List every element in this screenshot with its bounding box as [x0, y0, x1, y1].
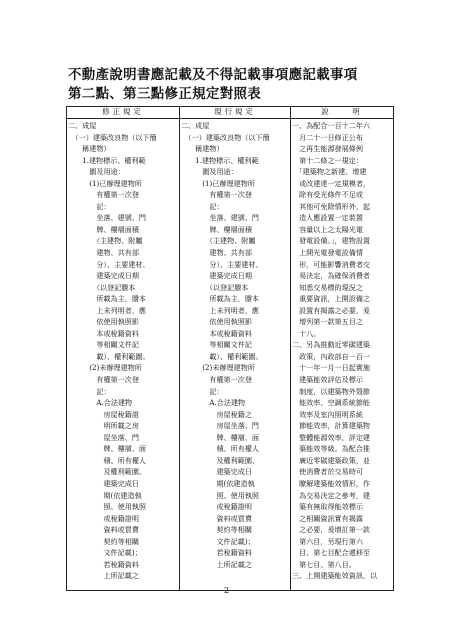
text-line: (1)已辦理建物所 — [181, 178, 255, 188]
text-line: 積、所有權人 — [181, 444, 260, 454]
text-line: 上所記載之 — [181, 559, 252, 569]
page-number: 2 — [223, 586, 230, 595]
text-line: 瞭解建築能效情形，作 — [292, 478, 371, 488]
text-line: 月二十一日修正公布 — [292, 132, 363, 142]
text-line: （一）建築改良物（以下簡 — [68, 132, 157, 142]
text-line: 期(依建造執 — [181, 478, 255, 488]
text-line: 二、成屋 — [68, 121, 97, 130]
text-line: 圍及用途： — [181, 167, 238, 177]
text-line: 造人應設置一定裝置 — [292, 213, 363, 223]
text-line: 效率及室內照明系統 — [292, 409, 363, 419]
text-line: 二、另為推動近零碳建築 — [292, 340, 371, 350]
text-line: 記： — [68, 201, 111, 211]
text-line: 有權第一次登 — [181, 190, 252, 200]
text-line: 建物、共有部 — [68, 248, 139, 258]
text-line: 設置有揭露之必要，爰 — [292, 305, 371, 315]
text-line: 之相關資訊實有揭露 — [292, 513, 363, 523]
text-line: A.合法建物 — [181, 398, 246, 408]
text-line: 易決定，為確保消費者 — [292, 271, 371, 281]
text-line: 所載為主，謄本 — [181, 294, 260, 304]
text-line: 稱建物） — [68, 144, 111, 154]
text-line: 建築完成日 — [68, 478, 139, 488]
text-line: 牌、樓層面積 — [181, 224, 252, 234]
document-title-line-1: 不動產說明書應記載及不得記載事項應記載事項 — [68, 67, 358, 83]
text-line: 本或稅籍資料 — [68, 328, 139, 338]
text-line: 其他可免除情形外，起 — [292, 201, 371, 211]
text-line: 三、上開建築能效資訊，以 — [292, 571, 378, 581]
text-line: 稱建物） — [181, 144, 224, 154]
header-explanation: 說 明 — [291, 107, 394, 119]
text-line: 目、第七目配合遞移至 — [292, 548, 371, 558]
text-line: 重要資訊，上開設備之 — [292, 294, 371, 304]
table-header-row — [67, 107, 394, 119]
text-line: 依使用執照影 — [68, 317, 139, 327]
text-line: 除有受光條件不足或 — [292, 190, 363, 200]
text-line: 上開光電發電設備情 — [292, 248, 363, 258]
text-line: 契約等相關 — [181, 525, 252, 535]
text-line: 知悉交易標的現況之 — [292, 282, 363, 292]
text-line: 或稅籍證明 — [181, 502, 252, 512]
text-line: 十一年一月一日起實施 — [292, 363, 371, 373]
text-line: 建築完成日期 — [68, 271, 139, 281]
text-line: 載）、權利範圍。 — [68, 351, 150, 361]
text-line: 增列第一款第五目之 — [292, 317, 363, 327]
text-line: (2)未辦理建物所 — [68, 363, 142, 373]
text-line: 形，可能影響消費者交 — [292, 259, 371, 269]
text-line: 之再生能源發展條例 — [292, 144, 363, 154]
text-line: 牌、樓層、面 — [181, 432, 260, 442]
text-line: 及權利範圍、 — [68, 467, 147, 477]
text-line: 文件記載)； — [68, 548, 142, 558]
text-line: （以登記謄本 — [181, 282, 249, 292]
text-line: 有權第一次登 — [68, 375, 139, 385]
text-line: 圍及用途： — [68, 167, 125, 177]
text-line: 照、使用執照 — [68, 502, 147, 512]
text-line: 建物、共有部 — [181, 248, 252, 258]
text-line: 屋坐落、門 — [68, 432, 139, 442]
text-line: 載）、權利範圍。 — [181, 351, 263, 361]
text-line: 記： — [68, 386, 111, 396]
text-line: 一、為配合一百十二年六 — [292, 121, 371, 130]
text-line: 建築能效評估及標示 — [292, 375, 363, 385]
text-line: 或稅籍證明 — [68, 513, 139, 523]
text-line: 資料或買賣 — [68, 525, 139, 535]
text-line: 積、所有權人 — [68, 455, 147, 465]
text-line: 十八。 — [292, 328, 321, 338]
text-line: 分）、主要建材、 — [181, 259, 263, 269]
text-line: 發電設備。」，建物設置 — [292, 236, 371, 246]
text-line: (2)未辦理建物所 — [181, 363, 255, 373]
text-line: 房屋稅籍之 — [181, 409, 252, 419]
text-line: 「建築物之新建、增建 — [292, 167, 367, 177]
text-line: 所載為主，謄本 — [68, 294, 147, 304]
text-line: 上未列明者，應 — [68, 305, 147, 315]
text-line: 1.建物標示、權利範 — [68, 155, 146, 165]
text-line: （一）建築改良物（以下簡 — [181, 132, 270, 142]
text-line: 建築完成日 — [181, 467, 252, 477]
amended-provision-cell — [67, 119, 180, 591]
text-line: 整體能源效率，評定建 — [292, 432, 371, 442]
text-line: 資料或買賣 — [181, 513, 252, 523]
table-row — [67, 119, 394, 591]
text-line: 照、使用執照 — [181, 490, 260, 500]
document-title-line-2: 第二點、第三點修正規定對照表 — [68, 86, 262, 102]
text-line: 契約等相關 — [68, 536, 139, 546]
text-line: 坐落、建號、門 — [68, 213, 147, 223]
text-line: 牌、樓層面積 — [68, 224, 139, 234]
text-line: 房屋坐落、門 — [181, 421, 260, 431]
text-line: 上未列明者，應 — [181, 305, 260, 315]
text-line: 及權利範圍、 — [181, 455, 260, 465]
text-line: 上所記載之 — [68, 571, 139, 581]
text-line: 坐落、建號、門 — [181, 213, 260, 223]
text-line: 依使用執照影 — [181, 317, 252, 327]
text-line: 二、成屋 — [181, 121, 210, 130]
current-provision-cell — [180, 119, 291, 591]
comparison-table — [66, 106, 394, 591]
explanation-cell — [291, 119, 394, 591]
text-line: 能效率、空調系統節能 — [292, 398, 371, 408]
text-line: 容量以上之太陽光電 — [292, 224, 363, 234]
text-line: 節能效率，計算建築物 — [292, 421, 371, 431]
text-line: 若稅籍資料 — [181, 548, 252, 558]
text-line: 第六目，另現行第六 — [292, 536, 363, 546]
text-line: 本或稅籍資料 — [181, 328, 252, 338]
text-line: 房屋稅籍證 — [68, 409, 139, 419]
text-line: （主建物、附屬 — [181, 236, 256, 246]
text-line: 明所載之房 — [68, 421, 139, 431]
text-line: 牌、樓層、面 — [68, 444, 147, 454]
text-line: 有權第一次登 — [181, 375, 252, 385]
text-line: 第十二條之一規定： — [292, 155, 363, 165]
header-amended: 修正規定 — [67, 107, 180, 119]
text-line: 等相關文件記 — [181, 340, 252, 350]
text-line: 文件記載)； — [181, 536, 255, 546]
text-line: 1.建物標示、權利範 — [181, 155, 259, 165]
text-line: 為交易決定之參考，建 — [292, 490, 371, 500]
text-line: （主建物、附屬 — [68, 236, 143, 246]
text-line: 廣近零碳建築政策，並 — [292, 455, 371, 465]
text-line: 期(依建造執 — [68, 490, 142, 500]
text-line: 若稅籍資料 — [68, 559, 139, 569]
text-line: 制度，以建築物外殼節 — [292, 386, 371, 396]
text-line: 使消費者於交易時可 — [292, 467, 363, 477]
text-line: 分）、主要建材、 — [68, 259, 150, 269]
text-line: (1)已辦理建物所 — [68, 178, 142, 188]
text-line: 築能效等級。為配合推 — [292, 444, 371, 454]
text-line: 記： — [181, 386, 224, 396]
text-line: 政策，內政部自一百一 — [292, 351, 371, 361]
text-line: 築有無取得能效標示 — [292, 502, 363, 512]
text-line: 建築完成日期 — [181, 271, 252, 281]
text-line: 或改建達一定規模者， — [292, 178, 371, 188]
text-line: 第七目、第八目。 — [292, 559, 356, 569]
text-line: A.合法建物 — [68, 398, 133, 408]
text-line: （以登記謄本 — [68, 282, 136, 292]
text-line: 等相關文件記 — [68, 340, 139, 350]
header-current: 現行規定 — [180, 107, 291, 119]
text-line: 有權第一次登 — [68, 190, 139, 200]
text-line: 之必要，爰增訂第一款 — [292, 525, 371, 535]
text-line: 記： — [181, 201, 224, 211]
